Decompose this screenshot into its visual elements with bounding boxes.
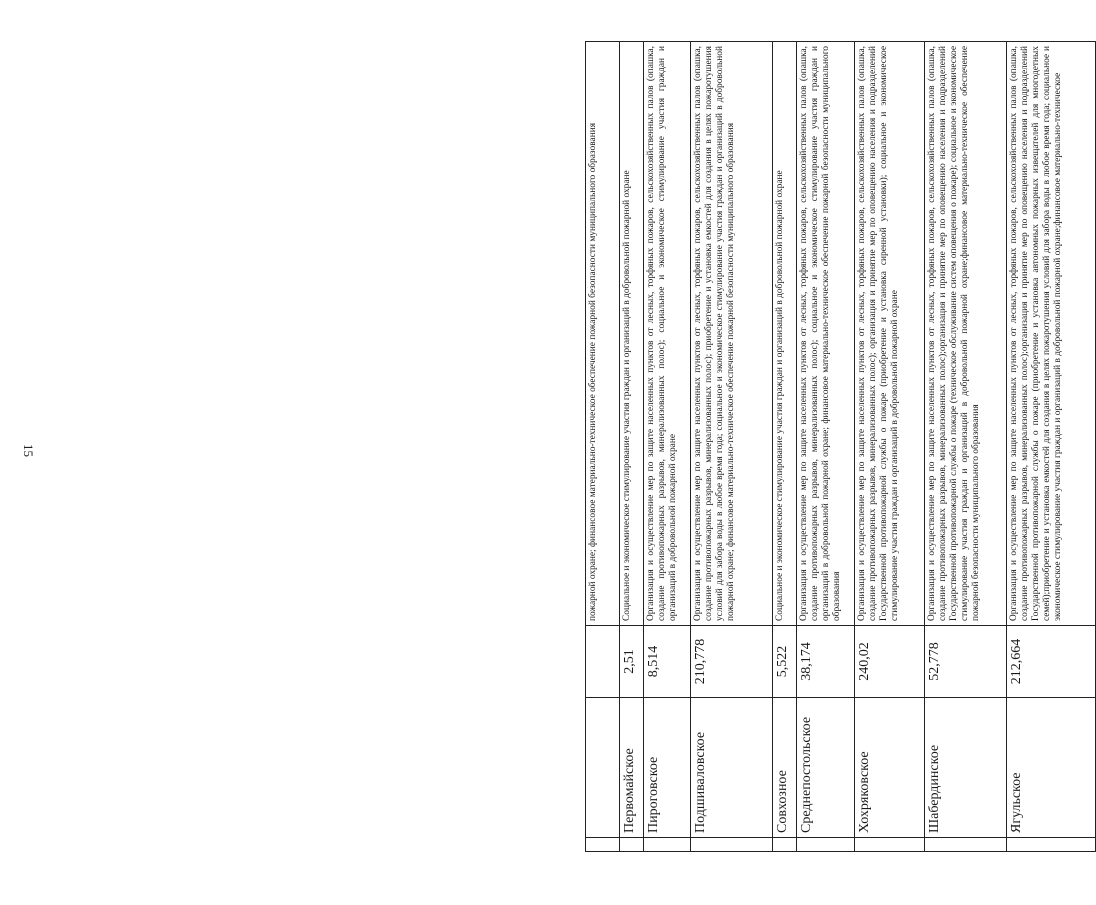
- row-index-cell: [644, 838, 691, 852]
- measures-description: Социальное и экономическое стимулирование участия граждан и организаций в добровольной пожарной охране: [620, 42, 644, 626]
- amount: 210,778: [691, 626, 773, 698]
- row-index-cell: [773, 838, 797, 852]
- amount: [586, 626, 620, 698]
- table-row: [620, 42, 644, 852]
- table-row: [1007, 42, 1096, 852]
- municipality-name: Первомайское: [620, 698, 644, 838]
- row-index-cell: [797, 838, 855, 852]
- measures-description: Организация и осуществление мер по защите населенных пунктов от лесных, торфяных пожаров, сельскохозяйственных палов (опашка, создание противопожарных разрывов, минерализованных полос); социальное и экономическое стимулирование участия граждан и организаций в добровольной пожарной охране; финансовое материально-техническое обеспечение пожарной безопасности муниципального образования: [797, 42, 855, 626]
- table-row: [644, 42, 691, 852]
- amount: 38,174: [797, 626, 855, 698]
- measures-description: Организация и осуществление мер по защите населенных пунктов от лесных, торфяных пожаров, сельскохозяйственных палов (опашка, создание противопожарных разрывов, минерализованных полос);организация и принятие мер по оповещению населения и подразделений Государственной противопожарной службы о пожаре (техническое обслуживание систем оповещения о пожаре); социальное и экономическое стимулирование участия граждан и организаций в добровольной пожарной охране;финансовое материально-техническое обеспечение пожарной безопасности муниципального образования: [925, 42, 1007, 626]
- measures-description: Организация и осуществление мер по защите населенных пунктов от лесных, торфяных пожаров, сельскохозяйственных палов (опашка, создание противопожарных разрывов, минерализованных полос); организация и принятие мер по оповещению населения и подразделений Государственной противопожарной службы о пожаре (приобретение и установка сиренной установки); социальное и экономическое стимулирование участия граждан и организаций в добровольной пожарной охране: [855, 42, 925, 626]
- municipality-name: Среднепостольское: [797, 698, 855, 838]
- row-index-cell: [1007, 838, 1096, 852]
- row-index-cell: [620, 838, 644, 852]
- municipality-name: Пироговское: [644, 698, 691, 838]
- table-row: [773, 42, 797, 852]
- table-row: [586, 42, 620, 852]
- measures-description: Социальное и экономическое стимулирование участия граждан и организаций в добровольной пожарной охране: [773, 42, 797, 626]
- amount: 212,664: [1007, 626, 1096, 698]
- measures-description: пожарной охране; финансовое материально-техническое обеспечение пожарной безопасности муниципального образования: [586, 42, 620, 626]
- municipality-name: Хохряковское: [855, 698, 925, 838]
- row-index-cell: [855, 838, 925, 852]
- municipality-name: Совхозное: [773, 698, 797, 838]
- table-row: [925, 42, 1007, 852]
- table-row: [691, 42, 773, 852]
- amount: 52,778: [925, 626, 1007, 698]
- row-index-cell: [925, 838, 1007, 852]
- municipal-fire-safety-table: [585, 41, 1096, 852]
- measures-description: Организация и осуществление мер по защите населенных пунктов от лесных, торфяных пожаров, сельскохозяйственных палов (опашка, создание противопожарных разрывов, минерализованных полос); приобретение и установка емкостей для создания в целях пожаротушения условий для забора воды в любое время года; социальное и экономическое стимулирование участия граждан и организаций в добровольной пожарной охране; финансовое материально-техническое обеспечение пожарной безопасности муниципального образования: [691, 42, 773, 626]
- rotated-table-container: [585, 42, 1095, 852]
- row-index-cell: [691, 838, 773, 852]
- measures-description: Организация и осуществление мер по защите населенных пунктов от лесных, торфяных пожаров, сельскохозяйственных палов (опашка, создание противопожарных разрывов, минерализованных полос);организация и принятие мер по оповещению населения и подразделений Государственной противопожарной службы о пожаре (приобретение и установка автономных пожарных извещателей для многодетных семей);приобретение и установка емкостей для создания в целях пожаротушения условий для забора воды в любое время года; социальное и экономическое стимулирование участия граждан и организаций в добровольной пожарной охране;финансовое материально-техническое: [1007, 42, 1096, 626]
- municipality-name: Шабердинское: [925, 698, 1007, 838]
- municipality-name: [586, 698, 620, 838]
- amount: 8,514: [644, 626, 691, 698]
- table-row: [797, 42, 855, 852]
- row-index-cell: [586, 838, 620, 852]
- page-number: 15: [21, 444, 36, 457]
- amount: 2,51: [620, 626, 644, 698]
- table-row: [855, 42, 925, 852]
- amount: 5,522: [773, 626, 797, 698]
- measures-description: Организация и осуществление мер по защите населенных пунктов от лесных, торфяных пожаров, сельскохозяйственных палов (опашка, создание противопожарных разрывов, минерализованных полос); социальное и экономическое стимулирование участия граждан и организаций в добровольной пожарной охране: [644, 42, 691, 626]
- municipality-name: Подшиваловское: [691, 698, 773, 838]
- municipality-name: Ягульское: [1007, 698, 1096, 838]
- amount: 240,02: [855, 626, 925, 698]
